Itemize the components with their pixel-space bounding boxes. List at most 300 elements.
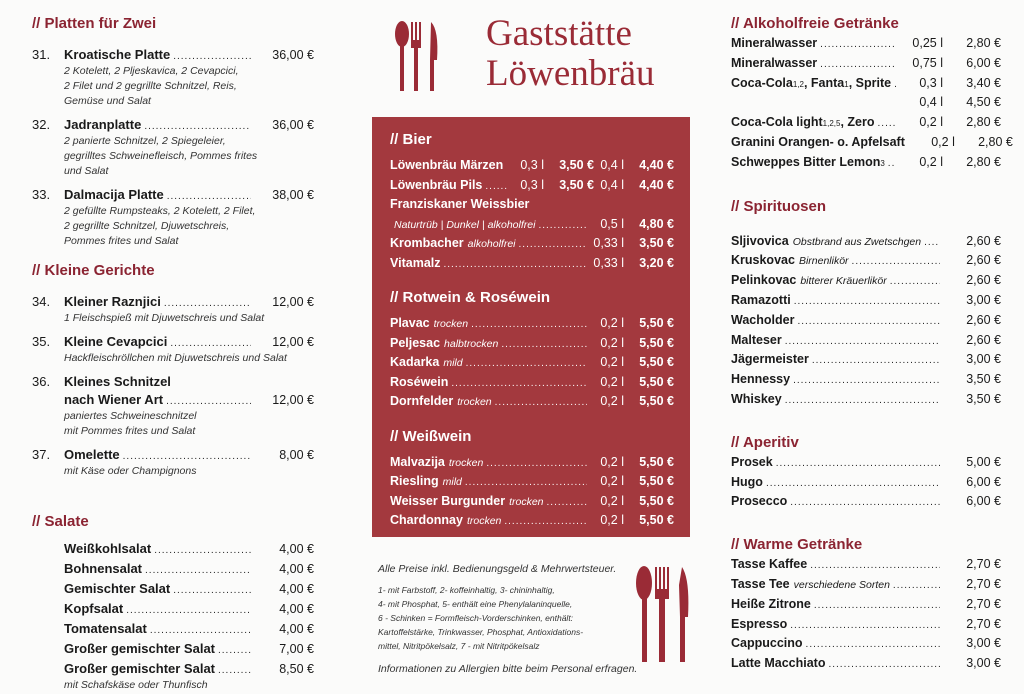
- menu-item: [32, 333, 314, 366]
- menu-row: [32, 619, 314, 639]
- item-name: Latte Macchiato: [731, 656, 826, 671]
- restaurant-name: [486, 14, 655, 94]
- footnote-ref: 1,2: [792, 79, 804, 89]
- item-price: 5,00 €: [966, 454, 1001, 469]
- item-name: Heiße Zitrone: [731, 596, 811, 611]
- prices-note: Alle Preise inkl. Bedienungsgeld & Mehrwertsteuer.: [378, 563, 617, 575]
- menu-row: [390, 314, 674, 334]
- item-name: Großer gemischter Salat: [64, 661, 215, 676]
- menu-row: [390, 373, 674, 393]
- dot-leader: [776, 454, 940, 474]
- menu-row: [32, 659, 314, 679]
- cutlery-icon: [393, 20, 443, 92]
- dot-leader: [794, 292, 940, 312]
- item-description: mit Pommes frites und Salat: [64, 425, 196, 437]
- item-price: 4,00 €: [279, 562, 314, 576]
- dot-leader: [547, 493, 587, 513]
- menu-row: [390, 254, 674, 274]
- section-heading: // Aperitiv: [731, 433, 799, 451]
- item-price: 6,00 €: [966, 55, 1001, 70]
- item-note: trocken: [448, 456, 484, 469]
- dot-leader: [893, 576, 940, 596]
- item-number: 37.: [32, 447, 51, 462]
- dot-leader: [504, 512, 587, 532]
- item-price: 5,50 €: [639, 493, 674, 508]
- item-name: Wacholder: [731, 312, 795, 327]
- item-description: 2 gefüllte Rumpsteaks, 2 Kotelett, 2 Filet,: [64, 205, 256, 217]
- item-name: Plavac: [390, 316, 430, 330]
- item-name: Kopfsalat: [64, 601, 124, 616]
- item-price: 2,60 €: [966, 312, 1001, 327]
- item-name: Ramazotti: [731, 292, 791, 307]
- menu-item: [32, 186, 314, 249]
- item-price: 4,00 €: [279, 622, 314, 636]
- additives-list: [378, 583, 628, 653]
- item-name: Tomatensalat: [64, 621, 147, 636]
- item-price: 38,00 €: [272, 188, 314, 202]
- salads-section: [32, 512, 314, 691]
- item-size: 0,25 l: [912, 36, 943, 50]
- item-price: 6,00 €: [966, 474, 1001, 489]
- item-price: 8,00 €: [279, 448, 314, 462]
- item-price: 5,50 €: [639, 454, 674, 469]
- item-size-2: 0,4 l: [600, 158, 624, 172]
- item-description: 2 Kotelett, 2 Pljeskavica, 2 Cevapcici,: [64, 65, 239, 77]
- item-name-3: , Sprite: [848, 75, 892, 90]
- menu-row: [390, 492, 674, 512]
- additive-line: 4- mit Phosphat, 5- enthält eine Phenylalaninquelle,: [378, 599, 573, 609]
- menu-row: [32, 333, 314, 351]
- item-size: 0,2 l: [600, 493, 624, 508]
- item-name: Dalmacija Platte: [64, 187, 164, 202]
- item-size: 0,2 l: [919, 115, 943, 130]
- item-name: Sljivovica: [731, 233, 789, 248]
- item-size: 0,33 l: [593, 236, 624, 250]
- menu-row: [731, 133, 1013, 153]
- item-name: Espresso: [731, 616, 788, 631]
- item-size: 0,2 l: [600, 454, 624, 469]
- item-name: Jägermeister: [731, 352, 809, 367]
- item-price: 5,50 €: [639, 355, 674, 369]
- item-description: 1 Fleischspieß mit Djuwetschreis und Salat: [64, 312, 265, 324]
- menu-row: [731, 555, 1001, 575]
- item-name: Jadranplatte: [64, 117, 142, 132]
- item-name: Schweppes Bitter Lemon: [731, 154, 881, 169]
- menu-row: [731, 595, 1001, 615]
- item-price: 5,50 €: [639, 394, 674, 408]
- dot-leader: [486, 454, 587, 474]
- dot-leader: [766, 474, 940, 494]
- drinks-box: [372, 117, 690, 537]
- dot-leader: [790, 616, 940, 636]
- item-price: 3,00 €: [966, 656, 1001, 671]
- section-heading: // Weißwein: [390, 427, 472, 445]
- item-note: Naturtrüb | Dunkel | alkoholfrei: [394, 218, 536, 231]
- cutlery-icon-bottom: [634, 565, 690, 663]
- item-number: 36.: [32, 374, 51, 389]
- item-description: mit Käse oder Champignons: [64, 465, 197, 477]
- item-name: Malteser: [731, 332, 782, 347]
- item-name: Riesling: [390, 474, 439, 488]
- dot-leader: [793, 371, 940, 391]
- section-heading: // Platten für Zwei: [32, 15, 157, 32]
- item-size: 0,2 l: [931, 134, 955, 149]
- item-size: 0,3 l: [520, 177, 544, 192]
- menu-row: [390, 472, 674, 492]
- item-size: 0,2 l: [600, 394, 624, 408]
- item-price: 2,60 €: [966, 332, 1001, 347]
- item-price: 3,50 €: [966, 372, 1001, 387]
- item-name: Tasse Tee: [731, 576, 790, 591]
- menu-row: [390, 234, 674, 254]
- menu-row: [731, 370, 1001, 390]
- item-price: 4,00 €: [279, 542, 314, 556]
- menu-row: [390, 353, 674, 373]
- menu-row: [32, 599, 314, 619]
- menu-row: [731, 113, 1001, 133]
- dot-leader: [145, 561, 251, 581]
- item-name: Weißkohlsalat: [64, 541, 152, 556]
- item-price: 5,50 €: [639, 474, 674, 488]
- menu-row: [390, 156, 674, 176]
- item-price: 2,80 €: [966, 115, 1001, 130]
- menu-row: [32, 186, 314, 204]
- section-heading: // Rotwein & Roséwein: [390, 289, 551, 306]
- menu-row: [32, 293, 314, 311]
- item-name: Pelinkovac: [731, 273, 797, 288]
- item-name: Kruskovac: [731, 253, 795, 268]
- menu-row: [390, 392, 674, 412]
- menu-row: [731, 74, 1001, 94]
- item-price: 5,50 €: [639, 513, 674, 527]
- item-name: Tasse Kaffee: [731, 557, 808, 572]
- menu-row: [32, 579, 314, 599]
- item-name: Kleine Cevapcici: [64, 334, 168, 349]
- menu-row: [32, 639, 314, 659]
- item-price: 5,50 €: [639, 335, 674, 350]
- item-description: Pommes frites und Salat: [64, 235, 179, 247]
- item-name: Chardonnay: [390, 513, 463, 527]
- menu-row: [731, 634, 1001, 654]
- dot-leader: [173, 581, 251, 601]
- item-size: 0,75 l: [912, 55, 943, 70]
- item-name: Peljesac: [390, 335, 441, 350]
- item-note: trocken: [466, 515, 502, 527]
- menu-row: [731, 615, 1001, 635]
- dot-leader: [828, 655, 940, 675]
- item-price: 4,00 €: [279, 582, 314, 596]
- dot-leader: [506, 157, 507, 177]
- item-name: Cappuccino: [731, 636, 803, 651]
- dot-leader: [785, 391, 940, 411]
- additive-line: 1- mit Farbstoff, 2- koffeinhaltig, 3- chininhaltig,: [378, 585, 555, 595]
- item-name-2: , Zero: [840, 115, 875, 130]
- dot-leader: [150, 621, 251, 641]
- dot-leader: [471, 315, 587, 335]
- section-heading: // Salate: [32, 513, 89, 530]
- item-note: bitterer Kräuerlikör: [800, 275, 887, 288]
- section-heading: // Bier: [390, 131, 432, 148]
- footnote-ref: 3: [880, 158, 885, 168]
- dot-leader: [465, 473, 587, 493]
- item-name: Vitamalz: [390, 255, 441, 270]
- item-name: Hugo: [731, 474, 763, 489]
- item-name: Löwenbräu Märzen: [390, 158, 504, 172]
- menu-row: [32, 446, 314, 464]
- menu-row: [32, 559, 314, 579]
- item-size: 0,2 l: [600, 474, 624, 488]
- item-name: Kleines Schnitzel: [64, 374, 171, 389]
- dot-leader: [538, 216, 587, 236]
- item-price: 2,70 €: [966, 616, 1001, 631]
- item-price: 2,80 €: [978, 134, 1013, 149]
- menu-row: [731, 575, 1001, 595]
- menu-row: [731, 251, 1001, 271]
- item-note: mild: [443, 357, 463, 369]
- item-number: 35.: [32, 334, 51, 349]
- item-price: 7,00 €: [279, 642, 314, 656]
- additive-line: Kartoffelstärke, Trinkwasser, Phosphat, Antioxidations-: [378, 627, 584, 637]
- item-price: 12,00 €: [272, 295, 314, 309]
- dot-leader: [924, 233, 940, 253]
- dot-leader: [451, 374, 587, 394]
- dot-leader: [218, 661, 251, 681]
- item-size-2: 0,4 l: [600, 177, 624, 192]
- item-price: 3,40 €: [966, 75, 1001, 90]
- item-description: paniertes Schweineschnitzel: [64, 410, 197, 422]
- dot-leader: [466, 354, 587, 374]
- item-price: 2,60 €: [966, 273, 1001, 288]
- dot-leader: [820, 35, 896, 55]
- menu-row: [731, 492, 1001, 512]
- item-name: Roséwein: [390, 374, 449, 389]
- dot-leader: [878, 114, 896, 134]
- item-price: 6,00 €: [966, 494, 1001, 509]
- menu-row: [390, 195, 674, 215]
- menu-row: [731, 453, 1001, 473]
- dot-leader: [519, 235, 587, 255]
- item-name: Kadarka: [390, 355, 440, 369]
- item-description: mit Schafskäse oder Thunfisch: [64, 679, 208, 691]
- item-name: Granini Orangen- o. Apfelsaft: [731, 134, 905, 149]
- item-price: 2,60 €: [966, 253, 1001, 268]
- dot-leader: [495, 393, 587, 413]
- item-price: 3,50 €: [559, 158, 594, 172]
- dot-leader: [814, 596, 940, 616]
- section-heading: // Alkoholfreie Getränke: [731, 15, 899, 32]
- dot-leader: [485, 177, 507, 197]
- item-description: 2 Filet und 2 gegrillte Schnitzel, Reis,: [64, 80, 237, 92]
- item-price: 3,00 €: [966, 352, 1001, 367]
- additive-line: mittel, Nitritpökelsalz, 7 - mit Nitritpökelsalz: [378, 641, 540, 651]
- item-price: 3,20 €: [639, 255, 674, 270]
- title-line-1: Gaststätte: [486, 13, 632, 54]
- item-price: 3,00 €: [966, 292, 1001, 307]
- item-number: 34.: [32, 294, 51, 309]
- drinks-column: [731, 14, 1013, 674]
- item-price: 2,80 €: [966, 36, 1001, 50]
- food-column: [32, 14, 314, 486]
- item-name: Prosek: [731, 454, 773, 469]
- item-name: Bohnensalat: [64, 561, 143, 576]
- additive-line: 6 - Schinken = Formfleisch-Vorderschinken, enthält:: [378, 613, 574, 623]
- menu-item: [32, 293, 314, 326]
- item-number: 33.: [32, 187, 51, 202]
- item-price: 3,50 €: [639, 236, 674, 250]
- menu-item: [32, 116, 314, 179]
- dot-leader: [797, 312, 940, 332]
- dot-leader: [806, 635, 940, 655]
- menu-item: [32, 373, 314, 439]
- item-size: 0,2 l: [600, 335, 624, 350]
- allergy-note: Informationen zu Allergien bitte beim Personal erfragen.: [378, 663, 638, 675]
- item-note: mild: [442, 476, 462, 488]
- dot-leader: [218, 641, 251, 661]
- menu-row: [32, 391, 314, 409]
- dot-leader: [501, 335, 587, 355]
- item-name-2: , Fanta: [803, 75, 845, 90]
- footnote-ref: 1,2,5: [822, 119, 841, 129]
- item-name: Gemischter Salat: [64, 581, 171, 596]
- item-size: 0,2 l: [600, 316, 624, 330]
- item-note: alkoholfrei: [467, 238, 516, 250]
- item-size: 0,3 l: [520, 158, 544, 172]
- item-name: Krombacher: [390, 236, 464, 250]
- item-name: Dornfelder: [390, 394, 454, 408]
- dot-leader: [894, 75, 896, 95]
- item-price: 3,00 €: [966, 636, 1001, 651]
- menu-row: [390, 453, 674, 473]
- dot-leader: [852, 252, 940, 272]
- menu-row: [731, 473, 1001, 493]
- item-name: Malvazija: [390, 454, 445, 469]
- footer-notes: [378, 563, 638, 675]
- item-price-2: 4,40 €: [639, 177, 674, 192]
- item-note: halbtrocken: [444, 337, 499, 350]
- dot-leader: [812, 351, 940, 371]
- item-note: verschiedene Sorten: [793, 578, 890, 591]
- item-price: 3,50 €: [559, 177, 594, 192]
- item-name: Prosecco: [731, 494, 788, 509]
- menu-row: [32, 46, 314, 64]
- item-price: 36,00 €: [272, 48, 314, 62]
- item-price: 5,50 €: [639, 374, 674, 389]
- item-price: 36,00 €: [272, 118, 314, 132]
- item-number: 31.: [32, 47, 51, 62]
- menu-row: [731, 34, 1001, 54]
- dot-leader: [126, 601, 251, 621]
- item-price: 12,00 €: [272, 393, 314, 407]
- menu-row: [731, 271, 1001, 291]
- item-name: Löwenbräu Pils: [390, 177, 483, 192]
- item-price: 2,70 €: [966, 557, 1001, 572]
- item-name: nach Wiener Art: [64, 392, 164, 407]
- menu-row: [731, 350, 1001, 370]
- item-number: 32.: [32, 117, 51, 132]
- menu-row: [731, 390, 1001, 410]
- item-price: 2,60 €: [966, 233, 1001, 248]
- item-name-line: [32, 373, 314, 391]
- item-size: 0,2 l: [600, 374, 624, 389]
- item-price: 5,50 €: [639, 316, 674, 330]
- item-description: und Salat: [64, 165, 109, 177]
- menu-row: [731, 291, 1001, 311]
- dot-leader: [790, 493, 940, 513]
- menu-row: [32, 116, 314, 134]
- menu-row: [390, 511, 674, 531]
- item-description: 2 gegrillte Schnitzel, Djuwetschreis,: [64, 220, 230, 232]
- dot-leader: [890, 272, 940, 292]
- item-name: Hennessy: [731, 372, 791, 387]
- item-price: 2,80 €: [966, 154, 1001, 169]
- menu-row: [731, 232, 1001, 252]
- menu-row: [731, 311, 1001, 331]
- item-note: trocken: [509, 495, 544, 508]
- title-line-2: Löwenbräu: [486, 53, 655, 94]
- item-size: 0,2 l: [600, 513, 624, 527]
- section-heading: // Kleine Gerichte: [32, 262, 155, 279]
- item-name: Coca-Cola light: [731, 115, 823, 130]
- item-size: 0,3 l: [919, 75, 943, 90]
- item-price: 4,50 €: [966, 95, 1001, 110]
- dot-leader: [820, 55, 896, 75]
- item-name: Franziskaner Weissbier: [390, 197, 530, 211]
- menu-item: [32, 46, 314, 109]
- menu-row: [390, 176, 674, 196]
- item-name: Großer gemischter Salat: [64, 641, 215, 656]
- item-name: Kroatische Platte: [64, 47, 171, 62]
- item-name: Weisser Burgunder: [390, 493, 506, 508]
- item-size: 0,2 l: [600, 355, 624, 369]
- dot-leader: [154, 541, 251, 561]
- item-note: trocken: [433, 318, 469, 330]
- menu-item: [32, 446, 314, 479]
- item-size: 0,4 l: [919, 95, 943, 110]
- item-name: Coca-Cola: [731, 75, 793, 90]
- menu-row: [731, 331, 1001, 351]
- item-price: 2,70 €: [966, 596, 1001, 611]
- item-price: 4,00 €: [279, 602, 314, 616]
- item-size: 0,5 l: [600, 216, 624, 231]
- menu-row: [32, 539, 314, 559]
- item-description: Hackfleischröllchen mit Djuwetschreis und Salat: [64, 352, 287, 364]
- section-heading: // Warme Getränke: [731, 536, 863, 554]
- item-price: 2,70 €: [966, 576, 1001, 591]
- footnote-ref: 1: [844, 79, 849, 89]
- item-price: 8,50 €: [279, 662, 314, 676]
- item-name: Whiskey: [731, 391, 782, 406]
- section-heading: // Spirituosen: [731, 197, 827, 215]
- menu-row: [731, 93, 1001, 113]
- menu-row: [390, 334, 674, 354]
- item-description: 2 panierte Schnitzel, 2 Spiegeleier,: [64, 135, 226, 147]
- item-price-2: 4,40 €: [639, 158, 674, 172]
- menu-row: [731, 153, 1001, 173]
- item-note: Birnenlikör: [798, 255, 849, 268]
- item-name: Omelette: [64, 447, 120, 462]
- item-description: Gemüse und Salat: [64, 95, 151, 107]
- item-description: gegrilltes Schweinefleisch, Pommes frites: [64, 150, 258, 162]
- menu-row: [731, 54, 1001, 74]
- item-note: Obstbrand aus Zwetschgen: [792, 235, 922, 248]
- dot-leader: [888, 154, 896, 174]
- item-price: 4,80 €: [639, 216, 674, 231]
- dot-leader: [785, 332, 940, 352]
- item-note: trocken: [457, 396, 492, 408]
- dot-leader: [810, 556, 940, 576]
- menu-row: [731, 654, 1001, 674]
- item-price: 3,50 €: [966, 391, 1001, 406]
